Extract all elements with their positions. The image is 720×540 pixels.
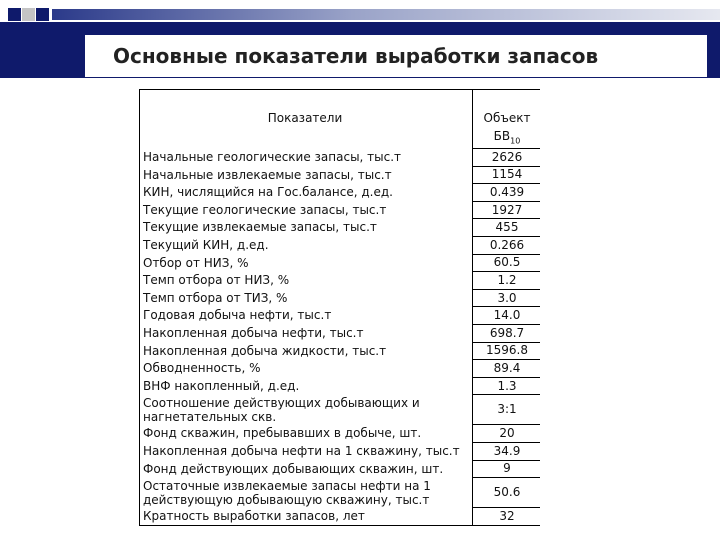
row-value: 3:1 <box>497 402 517 417</box>
decor-square <box>36 8 49 21</box>
row-label: Фонд действующих добывающих скважин, шт. <box>143 461 444 476</box>
row-value: 2626 <box>491 149 523 164</box>
row-value: 1927 <box>491 202 523 217</box>
row-label: Отбор от НИЗ, % <box>143 255 249 270</box>
row-label: Годовая добыча нефти, тыс.т <box>143 308 332 323</box>
row-value: 14.0 <box>493 308 521 323</box>
row-label: действующую добывающую скважину, тыс.т <box>143 493 430 508</box>
indicators-table <box>139 89 540 525</box>
table-border <box>139 89 540 90</box>
row-divider <box>472 394 540 395</box>
row-label: Текущие геологические запасы, тыс.т <box>143 202 387 217</box>
row-label: Темп отбора от ТИЗ, % <box>143 290 288 305</box>
table-border <box>139 525 540 526</box>
row-label: Текущие извлекаемые запасы, тыс.т <box>143 220 377 235</box>
decor-square <box>8 8 21 21</box>
header-gradient-strip <box>52 9 720 20</box>
row-label: Темп отбора от НИЗ, % <box>143 273 290 288</box>
row-value: 32 <box>499 509 515 523</box>
row-label: Накопленная добыча жидкости, тыс.т <box>143 343 387 358</box>
row-label: Текущий КИН, д.ед. <box>143 238 269 252</box>
row-value: 9 <box>503 461 511 476</box>
row-value: 3.0 <box>497 290 517 305</box>
row-label: Обводненность, % <box>143 361 261 376</box>
row-value: 1.3 <box>497 378 517 393</box>
row-value: 50.6 <box>493 485 521 500</box>
row-label: Начальные извлекаемые запасы, тыс.т <box>143 167 392 182</box>
row-value: 455 <box>495 220 519 235</box>
row-value: 1.2 <box>497 273 517 287</box>
row-label: ВНФ накопленный, д.ед. <box>143 378 300 393</box>
row-value: 60.5 <box>493 255 521 270</box>
row-label: нагнетательных скв. <box>143 410 277 425</box>
row-value: 1154 <box>491 167 523 182</box>
title-box <box>85 35 707 77</box>
row-divider <box>472 477 540 478</box>
row-label: КИН, числящийся на Гос.балансе, д.ед. <box>143 185 393 200</box>
row-value: 34.9 <box>493 443 521 458</box>
header-object-label: Объект <box>483 111 531 125</box>
row-label: Начальные геологические запасы, тыс.т <box>143 150 402 164</box>
header-object-name: $БВ_{10}$ <box>493 129 521 146</box>
row-label: Накопленная добыча нефти на 1 скважину, тыс.т <box>143 444 460 458</box>
row-value: 1596.8 <box>486 343 528 358</box>
row-label: Накопленная добыча нефти, тыс.т <box>143 326 364 340</box>
row-value: 20 <box>499 426 515 441</box>
row-label: Соотношение действующих добывающих и <box>143 396 420 411</box>
page-title: Основные показатели выработки запасов <box>113 44 599 68</box>
row-value: 0.439 <box>489 185 525 199</box>
row-label: Кратность выработки запасов, лет <box>143 509 365 524</box>
decor-square <box>22 8 35 21</box>
row-value: 698.7 <box>489 325 525 340</box>
table-border <box>139 89 140 525</box>
row-value: 89.4 <box>493 361 521 375</box>
row-value: 0.266 <box>489 237 525 252</box>
row-label: Остаточные извлекаемые запасы нефти на 1 <box>143 479 431 494</box>
row-label: Фонд скважин, пребывавших в добыче, шт. <box>143 426 422 441</box>
header-indicators: Показатели <box>267 111 343 125</box>
